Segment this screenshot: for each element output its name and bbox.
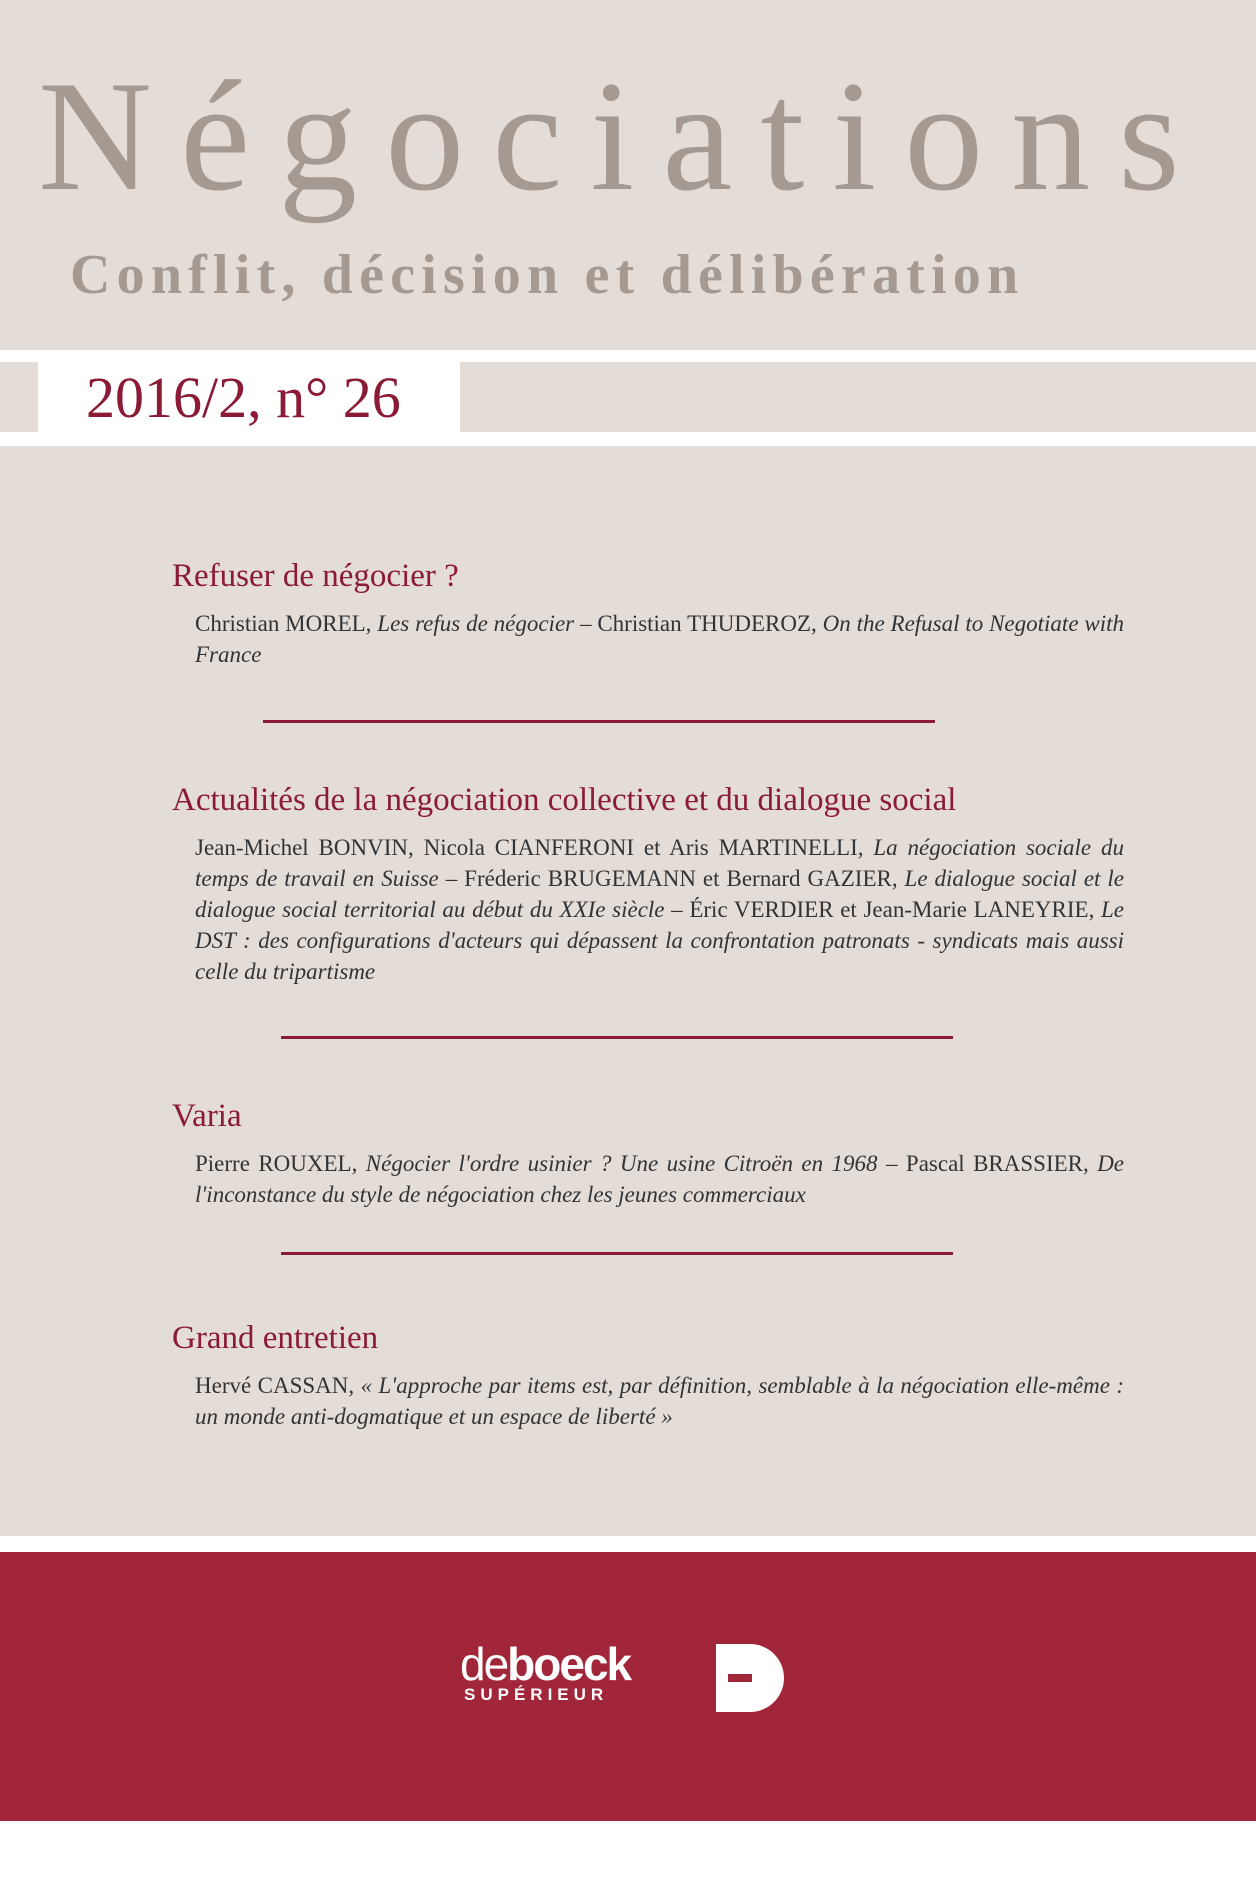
entry-title: Négocier l'ordre usinier ? Une usine Citroën en 1968	[365, 1151, 878, 1176]
journal-title: Négociations	[38, 49, 1208, 224]
entry-title: Le DST : des configurations d'acteurs qui dépassent la confrontation patronats - syndicats mais aussi celle du tripartisme	[195, 897, 1124, 984]
section-divider	[263, 720, 935, 723]
publisher-logo	[460, 1638, 800, 1728]
section-grand-entretien	[172, 1318, 1124, 1432]
entry-separator: –	[574, 611, 598, 636]
section-varia	[172, 1096, 1124, 1210]
section-refuser	[172, 556, 1124, 670]
issue-number: 2016/2, n° 26	[86, 365, 401, 430]
entry-title: La négociation sociale du temps de travail en Suisse	[195, 835, 1124, 891]
logo-b-icon	[712, 1640, 788, 1716]
section-actualites	[172, 780, 1124, 987]
entry-author: Éric VERDIER et Jean-Marie LANEYRIE,	[689, 897, 1101, 922]
section-entries	[195, 1370, 1124, 1432]
section-divider	[281, 1036, 953, 1039]
entry-title: On the Refusal to Negotiate with France	[195, 611, 1124, 667]
section-entries	[195, 1148, 1124, 1210]
entry-separator: –	[877, 1151, 906, 1176]
section-title: Grand entretien	[172, 1320, 379, 1356]
entry-separator: –	[664, 897, 690, 922]
issue-box	[50, 362, 456, 432]
section-title: Varia	[172, 1098, 242, 1134]
logo-subline: SUPÉRIEUR	[464, 1685, 609, 1704]
entry-author: Jean-Michel BONVIN, Nicola CIANFERONI et Aris MARTINELLI,	[195, 835, 874, 860]
entry-author: Christian THUDEROZ,	[597, 611, 823, 636]
entry-title: Les refus de négocier	[377, 611, 575, 636]
section-entries	[195, 608, 1124, 670]
issue-bar-left	[0, 362, 38, 432]
entry-author: Christian MOREL,	[195, 611, 378, 636]
entry-title: Le dialogue social et le dialogue social territorial au début du XXIe siècle	[195, 866, 1124, 922]
entry-title: « L'approche par items est, par définition, semblable à la négociation elle-même : un monde anti-dogmatique et un espace de liberté »	[195, 1373, 1124, 1429]
entry-author: Pierre ROUXEL,	[195, 1151, 366, 1176]
section-title: Refuser de négocier ?	[172, 558, 459, 594]
section-title: Actualités de la négociation collective et du dialogue social	[172, 782, 957, 818]
logo-wordmark: deboeck	[460, 1638, 631, 1690]
entry-author: Fréderic BRUGEMANN et Bernard GAZIER,	[464, 866, 905, 891]
entry-title: De l'inconstance du style de négociation chez les jeunes commerciaux	[195, 1151, 1125, 1207]
issue-bar-right	[460, 362, 1256, 432]
section-entries	[195, 832, 1124, 987]
entry-author: Hervé CASSAN,	[195, 1373, 361, 1398]
cover-header-band	[0, 0, 1256, 350]
journal-subtitle: Conflit, décision et délibération	[70, 244, 1025, 306]
section-divider	[281, 1252, 953, 1255]
entry-separator: –	[438, 866, 465, 891]
entry-author: Pascal BRASSIER,	[905, 1151, 1098, 1176]
